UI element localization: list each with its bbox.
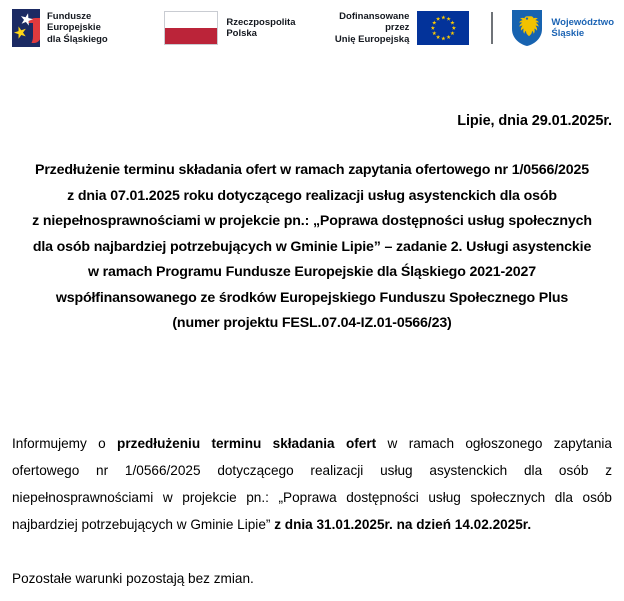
document-date-line: Lipie, dnia 29.01.2025r. xyxy=(457,113,612,129)
title-line: z niepełnosprawnościami w projekcie pn.: „Poprawa dostępności usług społecznych xyxy=(32,213,592,229)
title-line: w ramach Programu Fundusze Europejskie dla Śląskiego 2021-2027 xyxy=(87,264,537,280)
logo-wojewodztwo-slaskie xyxy=(511,9,614,47)
eu-star-icon xyxy=(436,35,441,40)
document-main-paragraph xyxy=(12,430,612,538)
eu-star-icon xyxy=(452,26,457,31)
logo-eu-line1: Dofinansowane przez xyxy=(339,10,410,34)
polish-flag-icon xyxy=(164,11,218,45)
eu-star-icon xyxy=(436,17,441,22)
eu-star-icon xyxy=(432,20,437,25)
eu-star-icon xyxy=(431,26,436,31)
logo-rp-line1: Rzeczpospolita xyxy=(226,16,296,28)
logo-rp-line2: Polska xyxy=(226,28,257,39)
logo-rzeczpospolita-polska xyxy=(164,11,295,45)
paragraph-emphasis-extension: przedłużeniu terminu składania ofert xyxy=(117,435,377,451)
paragraph-notification xyxy=(12,430,612,538)
logo-wojewodztwo-caption xyxy=(551,17,614,40)
fundusze-europejskie-icon xyxy=(12,9,40,47)
funding-logo-bar xyxy=(0,0,624,56)
logo-fundusze-europejskie xyxy=(12,9,164,47)
title-line: Przedłużenie terminu składania ofert w ramach zapytania ofertowego nr 1/0566/2025 xyxy=(35,162,589,178)
title-line: z dnia 07.01.2025 roku dotyczącego realizacji usług asystenckich dla osób xyxy=(67,187,557,204)
logo-fe-line1: Fundusze Europejskie xyxy=(47,10,101,34)
eu-star-icon xyxy=(441,36,446,41)
logo-dofinansowane-unia-europejska xyxy=(321,11,469,46)
logo-ws-line1: Województwo xyxy=(551,16,614,28)
eu-flag-icon xyxy=(417,11,469,45)
document-closing-line: Pozostałe warunki pozostają bez zmian. xyxy=(12,570,254,586)
title-line: dla osób najbardziej potrzebujących w Gminie Lipie” – zadanie 2. Usługi asystenckie xyxy=(32,238,592,255)
logo-divider xyxy=(491,12,493,44)
logo-eu-line2: Unię Europejską xyxy=(334,33,410,45)
logo-eu-caption xyxy=(321,11,409,46)
eu-star-icon xyxy=(446,17,451,22)
logo-fundusze-europejskie-caption xyxy=(47,11,138,46)
title-line: współfinansowanego ze środków Europejskiego Funduszu Społecznego Plus xyxy=(55,289,569,306)
eu-star-icon xyxy=(450,20,455,25)
eu-star-icon xyxy=(450,31,455,36)
eu-star-icon xyxy=(446,35,451,40)
silesian-eagle-shield-icon xyxy=(511,9,543,47)
paragraph-emphasis-dates: z dnia 31.01.2025r. na dzień 14.02.2025r. xyxy=(274,516,532,532)
document-title xyxy=(12,158,612,337)
document-body xyxy=(0,113,624,592)
logo-ws-line2: Śląskie xyxy=(551,28,585,39)
logo-fe-line2: dla Śląskiego xyxy=(47,33,108,45)
eu-star-icon xyxy=(441,15,446,20)
paragraph-text-part2: w ramach ogłoszonego zapytania ofertowego nr 1/0566/2025 dotyczącego realizacji usług asystenckich dla osób z niepełnosprawnościami w projekcie pn.: „Poprawa dostępności usług społecznych dla osób najbardziej potrzebujących w Gminie Lipie” xyxy=(12,435,612,532)
eu-star-icon xyxy=(432,31,437,36)
paragraph-text-part1: Informujemy o xyxy=(12,435,118,451)
logo-rzeczpospolita-caption xyxy=(226,17,295,40)
title-line: (numer projektu FESL.07.04-IZ.01-0566/23) xyxy=(172,315,452,331)
